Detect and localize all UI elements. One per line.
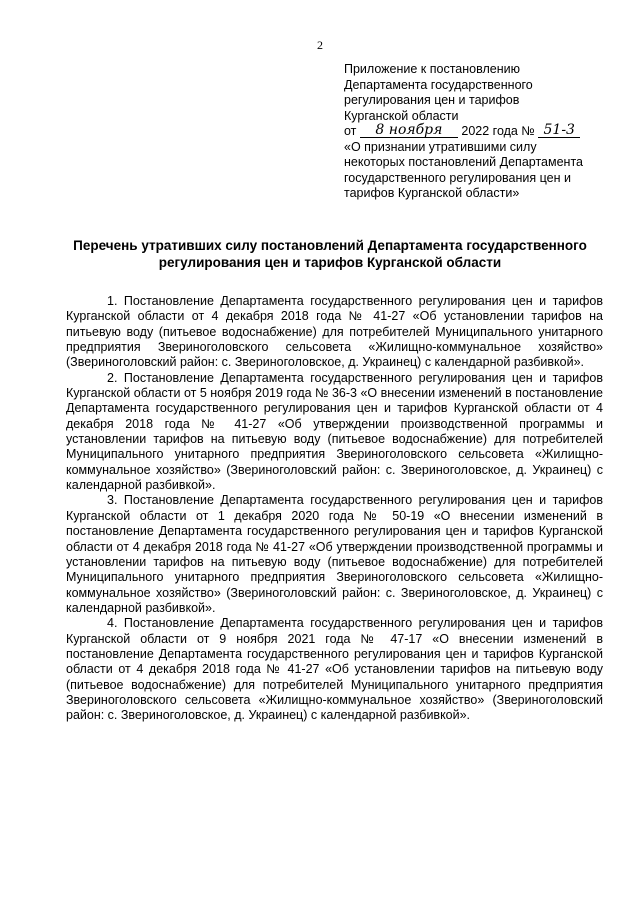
- appendix-line: Курганской области: [344, 108, 459, 123]
- list-item: 4. Постановление Департамента государственного регулирования цен и тарифов Курганской области от 9 ноября 2021 года № 47-17 «О внесении изменений в постановление Департамента государственного регулирования цен и тарифов Курганской области от 4 декабря 2018 года № 41-27 «Об установлении тарифов на питьевую воду (питьевое водоснабжение) для потребителей Муниципального унитарного предприятия Звериноголовского сельсовета «Жилищно-коммунальное хозяйство» (Звериноголовский район: с. Звериноголовское, д. Украинец) с календарной разбивкой».: [66, 616, 603, 723]
- date-prefix: от: [344, 124, 357, 138]
- year-text: 2022 года №: [461, 124, 535, 138]
- page-number: 2: [317, 38, 323, 52]
- handwritten-date: 8 ноября: [360, 123, 458, 138]
- appendix-line: регулирования цен и тарифов: [344, 93, 520, 107]
- appendix-block: [344, 62, 599, 202]
- document-body: [66, 294, 603, 724]
- list-item: 2. Постановление Департамента государственного регулирования цен и тарифов Курганской области от 5 ноября 2019 года № 36-3 «О внесении изменений в постановление Департамента государственного регулирования цен и тарифов Курганской области от 4 декабря 2018 года № 41-27 «Об утверждении производственной программы и установлении тарифов на питьевую воду (питьевое водоснабжение) для потребителей Муниципального унитарного предприятия Звериноголовского сельсовета «Жилищно-коммунальное хозяйство» (Звериноголовский район: с. Звериноголовское, д. Украинец) с календарной разбивкой».: [66, 370, 603, 493]
- appendix-subject: «О признании утратившими силу некоторых постановлений Департамента государственного регулирования цен и тарифов Курганской области»: [344, 139, 583, 200]
- handwritten-number: 51-3: [538, 123, 580, 138]
- appendix-date-line: [344, 124, 599, 140]
- appendix-line: Приложение к постановлению: [344, 62, 520, 76]
- list-item: 3. Постановление Департамента государственного регулирования цен и тарифов Курганской области от 1 декабря 2020 года № 50-19 «О внесении изменений в постановление Департамента государственного регулирования цен и тарифов Курганской области от 4 декабря 2018 года № 41-27 «Об утверждении производственной программы и установлении тарифов на питьевую воду (питьевое водоснабжение) для потребителей Муниципального унитарного предприятия Звериноголовского сельсовета «Жилищно-коммунальное хозяйство» (Звериноголовский район: с. Звериноголовское, д. Украинец) с календарной разбивкой».: [66, 493, 603, 615]
- document-title: Перечень утративших силу постановлений Департамента государственного регулирования цен и тарифов Курганской области: [73, 238, 587, 270]
- appendix-line: Департамента государственного: [344, 77, 533, 92]
- list-item: 1. Постановление Департамента государственного регулирования цен и тарифов Курганской области от 4 декабря 2018 года № 41-27 «Об установлении тарифов на питьевую воду (питьевое водоснабжение) для потребителей Муниципального унитарного предприятия Звериноголовского сельсовета «Жилищно-коммунальное хозяйство» (Звериноголовский район: с. Звериноголовское, д. Украинец) с календарной разбивкой».: [66, 294, 603, 370]
